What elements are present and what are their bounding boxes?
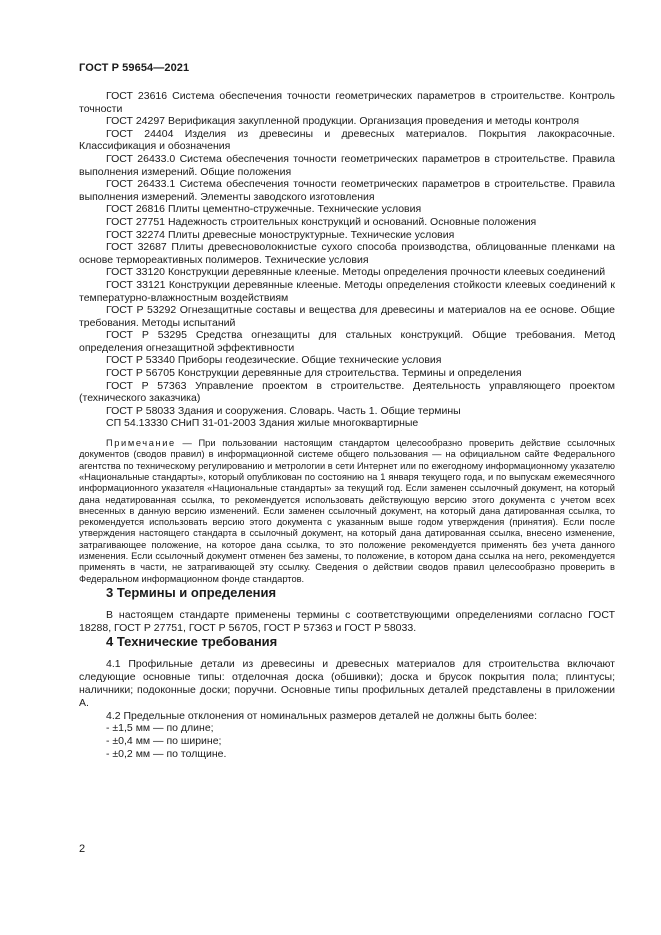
- reference-item: ГОСТ 23616 Система обеспечения точности геометрических параметров в строительстве. Контроль точности: [79, 90, 615, 115]
- section-4-heading: 4 Технические требования: [106, 634, 278, 650]
- reference-item: ГОСТ Р 57363 Управление проектом в строительстве. Деятельность управляющего проектом (технического заказчика): [79, 379, 615, 405]
- reference-item: ГОСТ 24297 Верификация закупленной продукции. Организация проведения и методы контроля: [106, 115, 580, 128]
- section-3-text: В настоящем стандарте применены термины с соответствующими определениями согласно ГОСТ 18288, ГОСТ Р 27751, ГОСТ Р 56705, ГОСТ Р 57363 и ГОСТ Р 58033.: [79, 608, 615, 634]
- reference-item: ГОСТ 32687 Плиты древесноволокнистые сухого способа производства, облицованные пленками на основе термореактивных полимеров. Технические условия: [79, 241, 615, 266]
- reference-item: ГОСТ 33120 Конструкции деревянные клееные. Методы определения прочности клеевых соединений: [106, 266, 606, 279]
- document-code-header: ГОСТ Р 59654—2021: [79, 62, 190, 74]
- reference-item: СП 54.13330 СНиП 31-01-2003 Здания жилые многоквартирные: [106, 417, 419, 430]
- reference-item: ГОСТ Р 56705 Конструкции деревянные для строительства. Термины и определения: [106, 367, 522, 380]
- section-3-heading: 3 Термины и определения: [106, 584, 277, 600]
- page-content: [79, 90, 615, 761]
- reference-item: ГОСТ 26816 Плиты цементно-стружечные. Технические условия: [106, 203, 422, 216]
- tolerance-thickness: - ±0,2 мм — по толщине.: [106, 748, 227, 761]
- note-label: Примечание: [106, 438, 176, 449]
- page-number: 2: [79, 843, 86, 855]
- reference-item: ГОСТ 24404 Изделия из древесины и древесных материалов. Покрытия лакокрасочные. Классификация и обозначения: [79, 127, 615, 153]
- clause-4-2: 4.2 Предельные отклонения от номинальных размеров деталей не должны быть более:: [106, 709, 538, 722]
- tolerance-length: - ±1,5 мм — по длине;: [106, 722, 214, 735]
- references-note: [79, 438, 615, 585]
- note-text: — При пользовании настоящим стандартом целесообразно проверить действие ссылочных документов (сводов правил) в информационной системе общего пользования — на официальном сайте Федерального агентства по техническому регулированию и метрологии в сети Интернет или по ежегодному информационному указателю «Национальные стандарты», который опубликован по состоянию на 1 января текущего года, и по выпускам ежемесячного информационного указателя «Национальные стандарты» за текущий год. Если заменен ссылочный документ, на который дана недатированная ссылка, то рекомендуется использовать действующую версию этого документа с учетом всех внесенных в данную версию изменений. Если заменен ссылочный документ, на который дана датированная ссылка, то рекомендуется использовать версию этого документа с указанным выше годом утверждения (принятия). Если после утверждения настоящего стандарта в ссылочный документ, на который дана датированная ссылка, внесено изменение, затрагивающее положение, на которое дана ссылка, то это положение рекомендуется применять без учета данного изменения. Если ссылочный документ отменен без замены, то положение, в котором дана ссылка на него, рекомендуется применять в части, не затрагивающей эту ссылку. Сведения о действии сводов правил целесообразно проверить в Федеральном информационном фонде стандартов.: [79, 438, 615, 584]
- reference-item: ГОСТ 26433.0 Система обеспечения точности геометрических параметров в строительстве. Правила выполнения измерений. Общие положения: [79, 152, 615, 178]
- reference-item: ГОСТ Р 53292 Огнезащитные составы и вещества для древесины и материалов на ее основе. Общие требования. Методы испытаний: [79, 304, 615, 329]
- reference-item: ГОСТ 26433.1 Система обеспечения точности геометрических параметров в строительстве. Правила выполнения измерений. Элементы заводского изготовления: [79, 178, 615, 203]
- clause-4-1: 4.1 Профильные детали из древесины и древесных материалов для строительства включают следующие основные типы: отделочная доска (обшивки); доска и брусок покрытия пола; плинтусы; наличники; подоконные доски; поручни. Основные типы профильных деталей представлены в приложении А.: [79, 658, 615, 709]
- tolerance-width: - ±0,4 мм — по ширине;: [106, 735, 222, 748]
- reference-item: ГОСТ 32274 Плиты древесные моноструктурные. Технические условия: [106, 228, 455, 241]
- reference-item: ГОСТ Р 53295 Средства огнезащиты для стальных конструкций. Общие требования. Метод определения огнезащитной эффективности: [79, 329, 615, 354]
- reference-item: ГОСТ 27751 Надежность строительных конструкций и оснований. Основные положения: [106, 215, 537, 228]
- reference-item: ГОСТ 33121 Конструкции деревянные клееные. Методы определения стойкости клеевых соединений к температурно-влажностным воздействиям: [79, 278, 615, 304]
- normative-references-list: [79, 90, 615, 430]
- reference-item: ГОСТ Р 58033 Здания и сооружения. Словарь. Часть 1. Общие термины: [106, 404, 461, 417]
- reference-item: ГОСТ Р 53340 Приборы геодезические. Общие технические условия: [106, 354, 442, 367]
